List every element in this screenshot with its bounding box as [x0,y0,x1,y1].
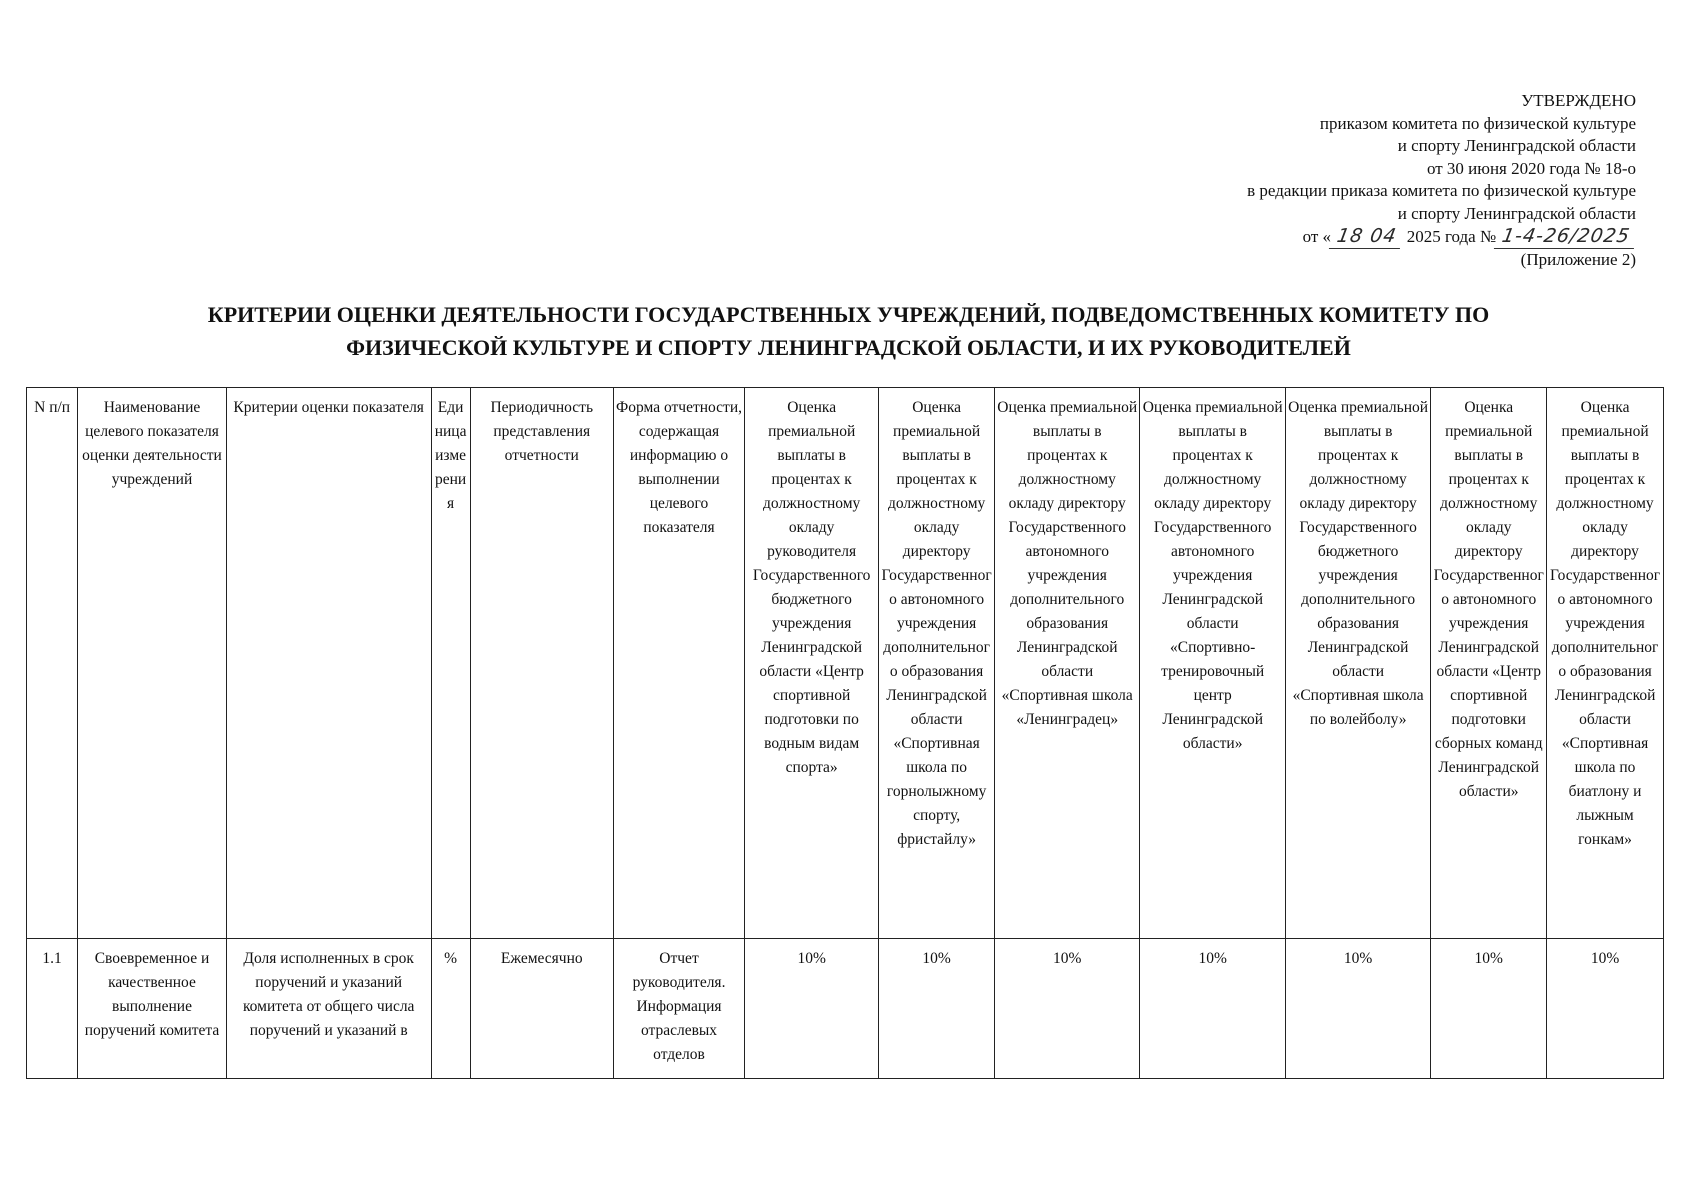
header-institution-3: Оценка премиальной выплаты в процентах к должностному окладу директору Государственного автономного учреждения дополнительного образования Ленинградской области «Спортивная школа «Ленинградец» [995,388,1140,939]
row-report-form: Отчет руководителя. Информация отраслевых отделов [613,939,744,1079]
handwritten-date: 18 04 [1329,225,1405,249]
table-row [27,939,1664,1079]
header-number: N п/п [27,388,78,939]
row-value-4: 10% [1140,939,1285,1079]
title-line-2: ФИЗИЧЕСКОЙ КУЛЬТУРЕ И СПОРТУ ЛЕНИНГРАДСКОЙ ОБЛАСТИ, И ИХ РУКОВОДИТЕЛЕЙ [346,335,1351,360]
year-text: 2025 года № [1406,227,1497,246]
row-value-5: 10% [1285,939,1430,1079]
approval-line: и спорту Ленинградской области [1397,136,1636,155]
row-number: 1.1 [27,939,78,1079]
header-institution-1: Оценка премиальной выплаты в процентах к должностному окладу руководителя Государственного бюджетного учреждения Ленинградской области «Центр спортивной подготовки по водным видам спорта» [745,388,879,939]
row-indicator-name: Своевременное и качественное выполнение поручений комитета [78,939,227,1079]
header-criteria: Критерии оценки показателя [226,388,431,939]
page-title [0,298,1697,364]
handwritten-number: 1-4-26/2025 [1494,225,1638,249]
approval-line: и спорту Ленинградской области [1397,203,1636,223]
approval-date-line [1076,225,1636,249]
header-report-form: Форма отчетности, содержащая информацию о выполнении целевого показателя [613,388,744,939]
row-unit: % [431,939,470,1079]
header-institution-4: Оценка премиальной выплаты в процентах к должностному окладу директору Государственного автономного учреждения Ленинградской области «Спортивно-тренировочный центр Ленинградской области» [1140,388,1285,939]
header-periodicity: Периодичность представления отчетности [470,388,613,939]
row-value-3: 10% [995,939,1140,1079]
approval-line: УТВЕРЖДЕНО [1521,91,1636,110]
row-value-6: 10% [1431,939,1547,1079]
title-line-1: КРИТЕРИИ ОЦЕНКИ ДЕЯТЕЛЬНОСТИ ГОСУДАРСТВЕННЫХ УЧРЕЖДЕНИЙ, ПОДВЕДОМСТВЕННЫХ КОМИТЕТУ ПО [207,302,1490,327]
row-value-7: 10% [1547,939,1664,1079]
header-institution-6: Оценка премиальной выплаты в процентах к должностному окладу директору Государственного автономного учреждения Ленинградской области «Центр спортивной подготовки сборных команд Ленинградской области» [1431,388,1547,939]
row-value-2: 10% [879,939,995,1079]
header-indicator-name: Наименование целевого показателя оценки деятельности учреждений [78,388,227,939]
approval-line: от 30 июня 2020 года № 18-о [1426,158,1636,178]
row-value-1: 10% [745,939,879,1079]
criteria-table [26,387,1664,1079]
header-institution-5: Оценка премиальной выплаты в процентах к должностному окладу директору Государственного бюджетного учреждения дополнительного образования Ленинградской области «Спортивная школа по волейболу» [1285,388,1430,939]
row-periodicity: Ежемесячно [470,939,613,1079]
approval-block [1076,90,1636,271]
date-prefix: от « [1302,227,1332,246]
header-institution-2: Оценка премиальной выплаты в процентах к должностному окладу директору Государственного автономного учреждения дополнительного образования Ленинградской области «Спортивная школа по горнолыжному спорту, фристайлу» [879,388,995,939]
approval-line: приказом комитета по физической культуре [1319,113,1636,133]
header-institution-7: Оценка премиальной выплаты в процентах к должностному окладу директору Государственного автономного учреждения дополнительного образования Ленинградской области «Спортивная школа по биатлону и лыжным гонкам» [1547,388,1664,939]
header-row [27,388,1664,939]
approval-line: в редакции приказа комитета по физической культуре [1247,181,1636,200]
appendix-label: (Приложение 2) [1520,249,1636,269]
row-criteria: Доля исполненных в срок поручений и указаний комитета от общего числа поручений и указаний в [226,939,431,1079]
header-unit: Единица измерения [431,388,470,939]
